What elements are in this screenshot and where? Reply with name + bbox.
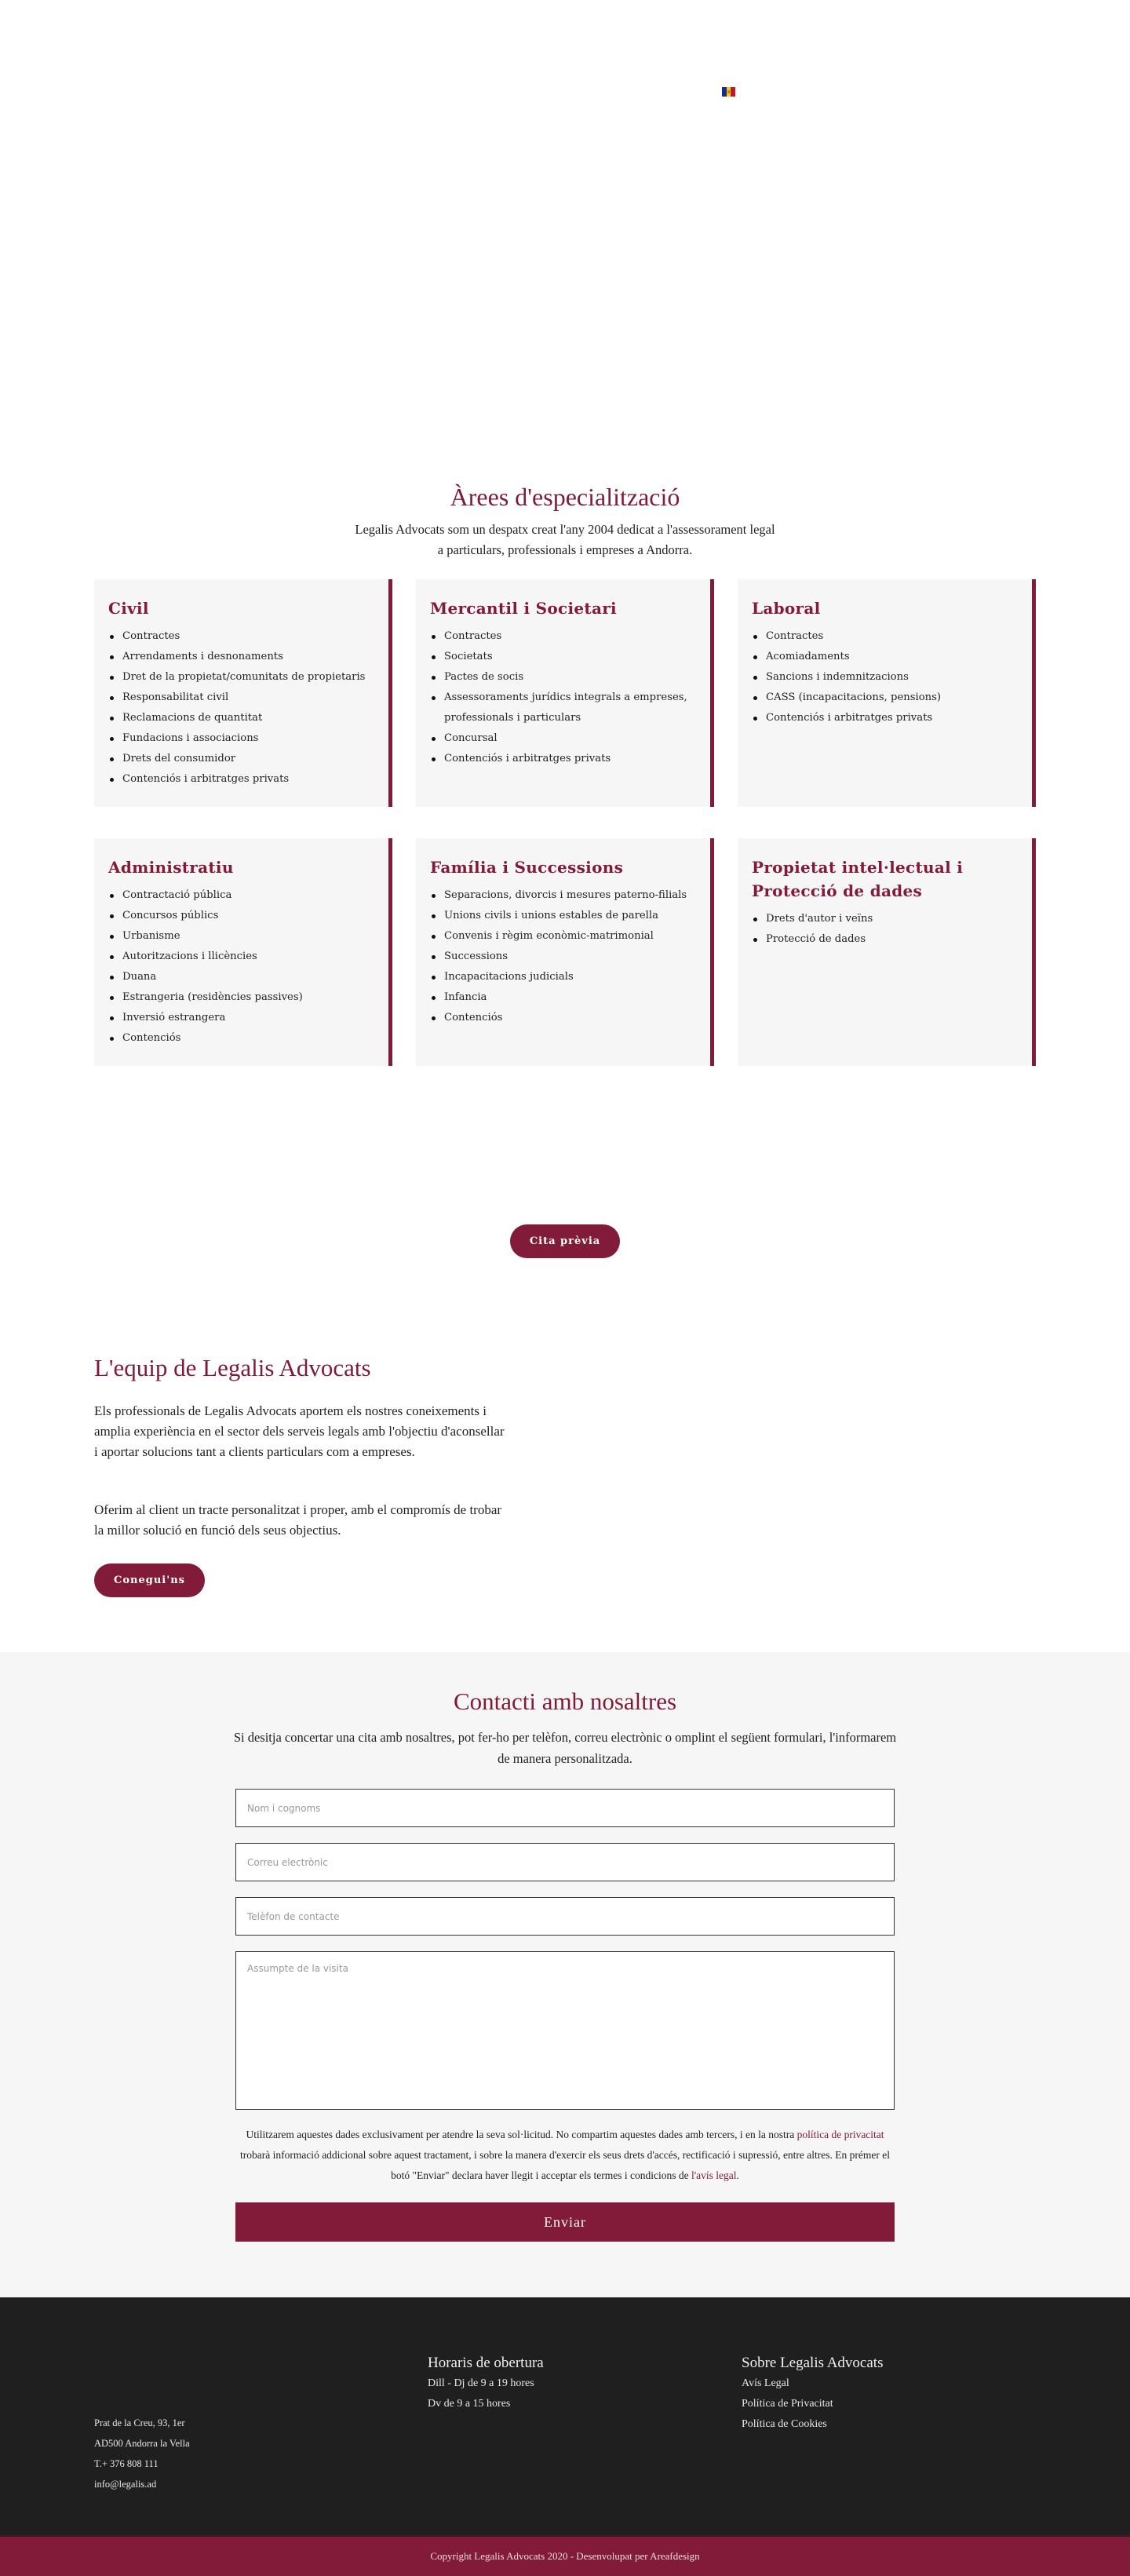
address-email: info@legalis.ad [94, 2479, 157, 2490]
privacy-notice-text-2: trobarà informació addicional sobre aquest tractament, i sobre la manera d'exercir els seus drets d'accés, rectificació i supressió, entre altres. En prémer el botó "Enviar" declara haver llegit i acceptar els termes i condicions de [239, 2149, 890, 2181]
list-item: Contenciós i arbitratges privats [752, 708, 1016, 728]
area-card-propietat-intellectual [738, 838, 1036, 1066]
footer-hours-line: Dill - Dj de 9 a 19 hores [428, 2377, 534, 2389]
team-title: L'equip de Legalis Advocats [94, 1354, 371, 1381]
list-item: Contenciós [430, 1008, 694, 1028]
copyright-bar [0, 2534, 1130, 2576]
area-card-title: Família i Successions [430, 858, 624, 877]
name-input[interactable] [235, 1789, 895, 1827]
list-item: Convenis i règim econòmic-matrimonial [430, 926, 694, 947]
contact-title: Contacti amb nosaltres [453, 1688, 677, 1715]
list-item: Contenciós i arbitratges privats [430, 749, 694, 769]
areas-subtitle [0, 520, 1130, 560]
area-card-title: Civil [108, 599, 149, 618]
list-item: Dret de la propietat/comunitats de propietaris [108, 667, 373, 688]
list-item: Reclamacions de quantitat [108, 708, 373, 728]
list-item: Contenciós i arbitratges privats [108, 769, 373, 790]
list-item: Urbanisme [108, 926, 373, 947]
copyright-text: Copyright Legalis Advocats 2020 - Desenvolupat per Areafdesign [430, 2550, 700, 2562]
areas-subtitle-line1: Legalis Advocats som un despatx creat l'any 2004 dedicat a l'assessorament legal [355, 522, 775, 537]
footer-about [742, 2353, 883, 2435]
privacy-notice-text-3: . [736, 2169, 739, 2181]
header [0, 0, 1130, 440]
area-card-title: Mercantil i Societari [430, 599, 617, 618]
list-item: Autoritzacions i llicències [108, 947, 373, 967]
area-card-administratiu [94, 838, 392, 1066]
area-card-title: Administratiu [108, 858, 234, 877]
list-item: Successions [430, 947, 694, 967]
area-card-list [752, 909, 1016, 950]
footer-link-cookies[interactable]: Política de Cookies [742, 2418, 827, 2430]
list-item: Arrendaments i desnonaments [108, 647, 373, 667]
contact-subtitle: Si desitja concertar una cita amb nosaltres, pot fer-ho per telèfon, correu electrònic o omplint el següent formulari, l'informarem de manera personalitzada. [233, 1730, 897, 1766]
area-card-list [430, 626, 694, 769]
list-item: Contractes [430, 626, 694, 647]
area-card-list [430, 885, 694, 1028]
list-item: Assessoraments jurídics integrals a empreses, professionals i particulars [430, 688, 694, 728]
areas-subtitle-line2: a particulars, professionals i empreses a Andorra. [437, 542, 693, 557]
list-item: Concursal [430, 728, 694, 749]
footer-about-title: Sobre Legalis Advocats [742, 2355, 884, 2371]
flag-stripe-red [731, 87, 735, 97]
list-item: Contractació pública [108, 885, 373, 906]
list-item: Duana [108, 967, 373, 987]
address-city: AD500 Andorra la Vella [94, 2438, 190, 2449]
list-item: Infancia [430, 987, 694, 1008]
area-card-title: Laboral [752, 599, 821, 618]
area-card-civil [94, 579, 392, 807]
team-paragraph-1: Els professionals de Legalis Advocats aportem els nostres coneixements i amplia experiència en el sector dels serveis legals amb l'objectiu d'aconsellar i aportar solucions tant a clients particulars com a empreses. [94, 1403, 505, 1459]
privacy-notice [235, 2125, 895, 2186]
privacy-notice-text-1: Utilitzarem aquestes dades exclusivament per atendre la seva sol·licitud. No compartim aquestes dades amb tercers, i en la nostra [246, 2129, 797, 2140]
list-item: Inversió estrangera [108, 1008, 373, 1028]
list-item: Concursos públics [108, 906, 373, 926]
area-card-list [108, 626, 373, 790]
flag-stripe-yellow [727, 87, 731, 97]
footer-link-privacitat[interactable]: Política de Privacitat [742, 2398, 833, 2410]
email-input[interactable] [235, 1843, 895, 1881]
list-item: Pactes de socis [430, 667, 694, 688]
list-item: Incapacitacions judicials [430, 967, 694, 987]
area-card-familia [416, 838, 714, 1066]
address-phone: T.+ 376 808 111 [94, 2458, 159, 2469]
list-item: Drets d'autor i veïns [752, 909, 1016, 929]
list-item: Protecció de dades [752, 929, 1016, 950]
list-item: CASS (incapacitacions, pensions) [752, 688, 1016, 708]
andorra-flag-icon[interactable] [722, 87, 735, 97]
list-item: Societats [430, 647, 694, 667]
team-paragraph-2: Oferim al client un tracte personalitzat i proper, amb el compromís de trobar la millor solució en funció dels seus objectius. [94, 1502, 502, 1538]
footer-hours-title: Horaris de obertura [428, 2355, 544, 2371]
footer-hours [428, 2353, 544, 2414]
footer-hours-line: Dv de 9 a 15 hores [428, 2398, 511, 2410]
phone-input[interactable] [235, 1897, 895, 1936]
area-card-laboral [738, 579, 1036, 807]
list-item: Contenciós [108, 1028, 373, 1049]
subject-textarea[interactable] [235, 1951, 895, 2110]
coneguins-button[interactable]: Conegui'ns [94, 1563, 205, 1597]
list-item: Drets del consumidor [108, 749, 373, 769]
footer-address [94, 2413, 190, 2494]
submit-button[interactable]: Enviar [235, 2202, 895, 2242]
list-item: Sancions i indemnitzacions [752, 667, 1016, 688]
address-street: Prat de la Creu, 93, 1er [94, 2417, 185, 2428]
list-item: Contractes [752, 626, 1016, 647]
list-item: Separacions, divorcis i mesures paterno-filials [430, 885, 694, 906]
footer-link-avis-legal[interactable]: Avís Legal [742, 2377, 789, 2389]
list-item: Contractes [108, 626, 373, 647]
list-item: Fundacions i associacions [108, 728, 373, 749]
legal-notice-link[interactable]: l'avís legal [691, 2169, 737, 2181]
area-card-title: Propietat intel·lectual i Protecció de dades [752, 858, 964, 900]
areas-title: Àrees d'especialització [450, 483, 680, 511]
list-item: Acomiadaments [752, 647, 1016, 667]
list-item: Unions civils i unions estables de parella [430, 906, 694, 926]
list-item: Estrangeria (residències passives) [108, 987, 373, 1008]
area-card-list [108, 885, 373, 1049]
cita-previa-button[interactable]: Cita prèvia [510, 1224, 620, 1258]
area-card-list [752, 626, 1016, 728]
list-item: Responsabilitat civil [108, 688, 373, 708]
area-card-mercantil [416, 579, 714, 807]
privacy-policy-link[interactable]: política de privacitat [796, 2129, 884, 2140]
